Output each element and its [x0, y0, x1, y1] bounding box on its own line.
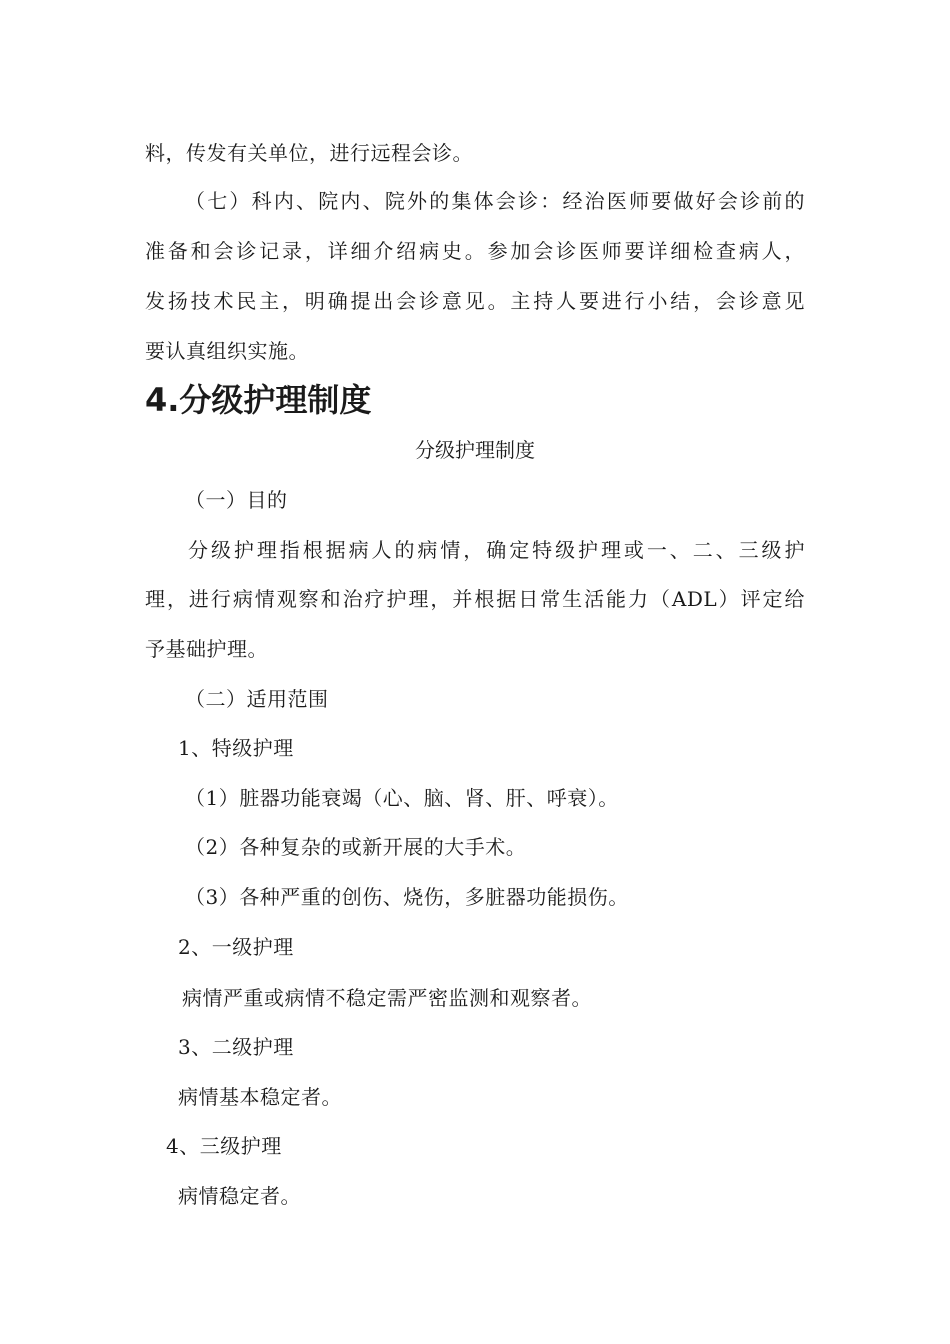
paragraph-line: 予基础护理。 [145, 637, 268, 661]
paragraph-line: 理，进行病情观察和治疗护理，并根据日常生活能力（ADL）评定给 [145, 587, 805, 611]
list-item: 病情稳定者。 [178, 1184, 301, 1208]
list-item-title: 1、特级护理 [178, 736, 294, 760]
list-item-title: 3、二级护理 [178, 1035, 294, 1059]
list-item: （1）脏器功能衰竭（心、脑、肾、肝、呼衰）。 [185, 786, 619, 810]
list-item: （3）各种严重的创伤、烧伤，多脏器功能损伤。 [185, 885, 629, 909]
list-item-title: 4、三级护理 [166, 1134, 282, 1158]
list-item: 病情基本稳定者。 [178, 1085, 342, 1109]
section-title: 分级护理制度 [415, 438, 535, 462]
list-item: 病情严重或病情不稳定需严密监测和观察者。 [182, 986, 592, 1010]
paragraph-line: 料，传发有关单位，进行远程会诊。 [145, 141, 473, 165]
scope-heading: （二）适用范围 [185, 687, 329, 711]
list-item: （2）各种复杂的或新开展的大手术。 [185, 835, 527, 859]
list-item-title: 2、一级护理 [178, 935, 294, 959]
purpose-heading: （一）目的 [185, 488, 288, 512]
paragraph-line: 要认真组织实施。 [145, 339, 309, 363]
section-heading: 4.分级护理制度 [145, 381, 372, 419]
paragraph-line: 分级护理指根据病人的病情，确定特级护理或一、二、三级护 [188, 538, 805, 562]
paragraph-line: 发扬技术民主，明确提出会诊意见。主持人要进行小结，会诊意见 [145, 289, 805, 313]
paragraph-line: 准备和会诊记录，详细介绍病史。参加会诊医师要详细检查病人， [145, 239, 805, 263]
paragraph-line: （七）科内、院内、院外的集体会诊：经治医师要做好会诊前的 [185, 189, 805, 213]
